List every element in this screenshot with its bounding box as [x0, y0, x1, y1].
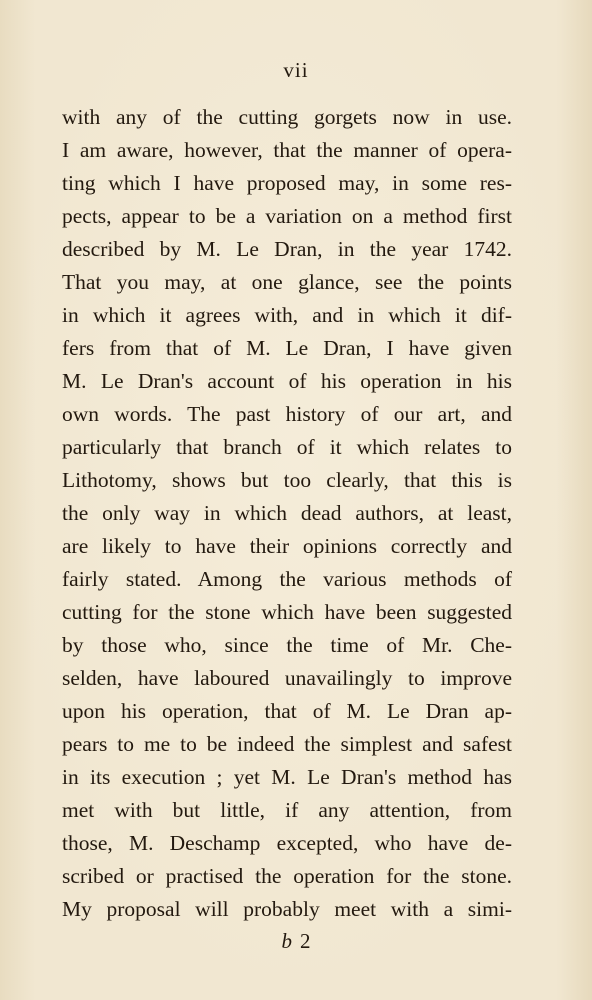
text-line: are likely to have their opinions correctly and [62, 534, 512, 558]
text-line: described by M. Le Dran, in the year 1742. [62, 237, 512, 261]
text-line: cutting for the stone which have been suggested [62, 600, 512, 624]
text-line: in its execution ; yet M. Le Dran's method has [62, 765, 512, 789]
text-line: pects, appear to be a variation on a method first [62, 204, 512, 228]
text-line: upon his operation, that of M. Le Dran ap- [62, 699, 512, 723]
text-line: fairly stated. Among the various methods of [62, 567, 512, 591]
text-line: with any of the cutting gorgets now in use. [62, 105, 512, 129]
page-number: vii [283, 58, 309, 82]
text-line: M. Le Dran's account of his operation in his [62, 369, 512, 393]
signature-mark [0, 929, 592, 954]
text-line: met with but little, if any attention, from [62, 798, 512, 822]
body-text [62, 101, 512, 926]
signature-number: 2 [300, 929, 311, 953]
text-line: the only way in which dead authors, at least, [62, 501, 512, 525]
text-line: by those who, since the time of Mr. Che- [62, 633, 512, 657]
text-line: I am aware, however, that the manner of opera- [62, 138, 512, 162]
text-line: those, M. Deschamp excepted, who have de- [62, 831, 512, 855]
text-line: selden, have laboured unavailingly to improve [62, 666, 512, 690]
text-line: in which it agrees with, and in which it dif- [62, 303, 512, 327]
text-line: That you may, at one glance, see the points [62, 270, 512, 294]
text-line: pears to me to be indeed the simplest and safest [62, 732, 512, 756]
text-line: ting which I have proposed may, in some res- [62, 171, 512, 195]
text-line: scribed or practised the operation for the stone. [62, 864, 512, 888]
text-line: fers from that of M. Le Dran, I have given [62, 336, 512, 360]
text-line: particularly that branch of it which relates to [62, 435, 512, 459]
signature-letter: b [281, 929, 292, 953]
text-line: own words. The past history of our art, and [62, 402, 512, 426]
text-line: My proposal will probably meet with a simi- [62, 897, 512, 921]
text-line: Lithotomy, shows but too clearly, that this is [62, 468, 512, 492]
